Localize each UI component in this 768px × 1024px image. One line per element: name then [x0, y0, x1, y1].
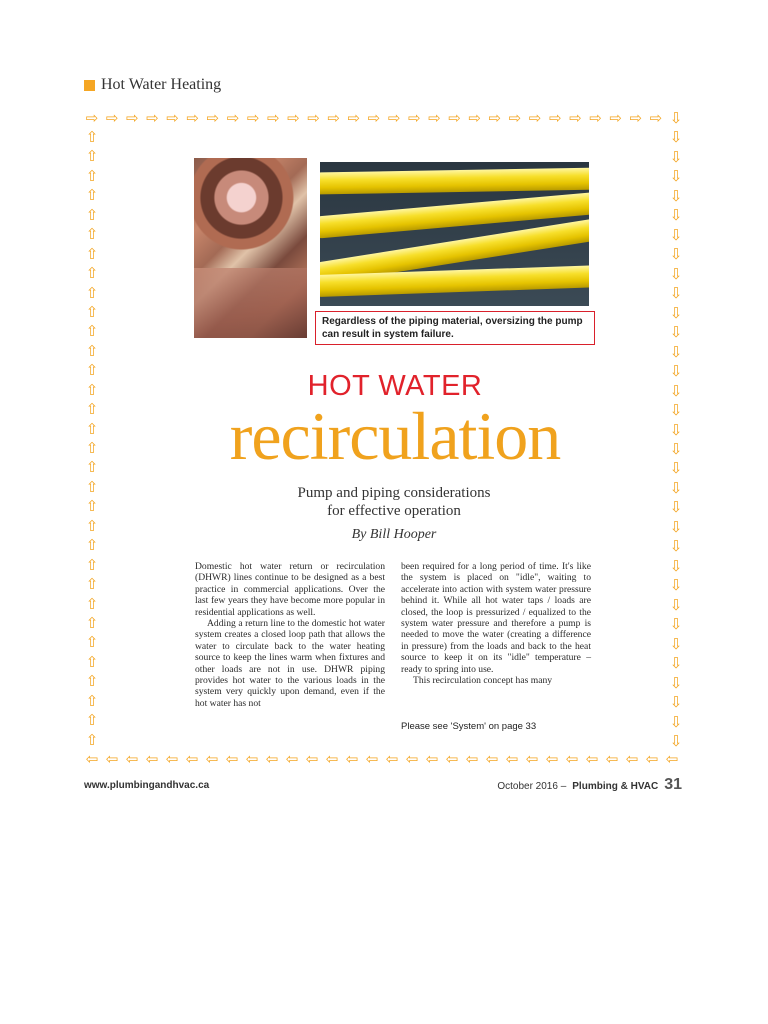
section-square-icon: [84, 80, 95, 91]
byline: By Bill Hooper: [351, 527, 437, 542]
arrow-right-icon: ⇨: [508, 109, 522, 127]
arrow-left-icon: ⇦: [125, 750, 139, 768]
arrow-right-icon: ⇨: [105, 109, 119, 127]
arrow-down-icon: ⇩: [669, 576, 683, 595]
arrow-left-icon: ⇦: [545, 750, 559, 768]
arrow-up-icon: ⇧: [85, 147, 99, 166]
copper-pipe-photo: [194, 158, 307, 338]
arrow-left-icon: ⇦: [285, 750, 299, 768]
arrow-up-icon: ⇧: [85, 186, 99, 205]
arrow-right-icon: ⇨: [589, 109, 602, 127]
arrow-right-icon: ⇨: [125, 109, 139, 127]
arrow-up-icon: ⇧: [85, 439, 99, 457]
arrow-up-icon: ⇧: [85, 322, 99, 341]
arrow-down-icon: ⇩: [669, 245, 683, 264]
arrow-left-icon: ⇦: [505, 750, 519, 768]
footer-url[interactable]: www.plumbingandhvac.ca: [84, 780, 210, 791]
footer-magazine: Plumbing & HVAC: [572, 781, 659, 792]
paragraph: been required for a long period of time. It's like the system is placed on "idle", waiting to accelerate into action with system water pressure behind it. While all hot water taps / loads are closed, the loop is pressurized / equalized to the system water pressure and therefore a pump is needed to move the water (creating a difference in pressure) from the loads and back to the heat source to keep it on its "idle" temperature – ready to spring into use.: [401, 561, 591, 675]
arrow-left-icon: ⇦: [485, 750, 499, 768]
yellow-pex-photo: [320, 162, 589, 306]
arrow-right-icon: ⇨: [347, 109, 361, 127]
arrow-down-icon: ⇩: [669, 537, 683, 556]
arrow-right-icon: ⇨: [548, 109, 562, 127]
arrow-right-icon: ⇨: [166, 109, 179, 127]
article-column-right: [401, 561, 591, 686]
arrow-up-icon: ⇧: [85, 536, 99, 555]
arrow-left-icon: ⇦: [385, 750, 399, 768]
arrow-right-icon: ⇨: [206, 109, 220, 127]
arrow-down-icon: ⇩: [669, 517, 683, 536]
arrow-down-icon: ⇩: [669, 732, 683, 750]
arrow-up-icon: ⇧: [85, 497, 99, 516]
arrow-right-icon: ⇨: [407, 109, 421, 127]
arrow-up-icon: ⇧: [85, 477, 99, 496]
arrow-down-icon: ⇩: [669, 206, 683, 225]
border-bottom: [84, 752, 680, 767]
arrow-down-icon: ⇩: [669, 381, 683, 400]
article-kicker: HOT WATER: [307, 370, 483, 402]
arrow-down-icon: ⇩: [669, 147, 683, 166]
arrow-down-icon: ⇩: [669, 615, 683, 634]
arrow-right-icon: ⇨: [287, 109, 300, 127]
arrow-left-icon: ⇦: [245, 750, 259, 768]
arrow-up-icon: ⇧: [85, 711, 99, 730]
arrow-up-icon: ⇧: [85, 264, 99, 283]
page-number: 31: [664, 776, 682, 793]
arrow-up-icon: ⇧: [85, 302, 99, 321]
article-title: recirculation: [229, 398, 561, 474]
arrow-left-icon: ⇦: [645, 750, 659, 768]
paragraph: This recirculation concept has many: [413, 675, 553, 687]
arrow-left-icon: ⇦: [265, 750, 279, 768]
paragraph: Domestic hot water return or recirculation (DHWR) lines continue to be designed as a best practice in commercial applications. Over the last few years they have become more popular in residential applications as well.: [195, 561, 385, 618]
article-column-left: [195, 561, 385, 709]
arrow-right-icon: ⇨: [186, 109, 199, 127]
arrow-left-icon: ⇦: [585, 750, 599, 768]
arrow-down-icon: ⇩: [669, 439, 683, 458]
arrow-right-icon: ⇨: [387, 109, 401, 127]
footer-date: October 2016 –: [497, 781, 567, 792]
arrow-down-icon: ⇩: [669, 186, 683, 205]
arrow-up-icon: ⇧: [85, 730, 99, 749]
arrow-up-icon: ⇧: [85, 361, 99, 380]
arrow-down-icon: ⇩: [669, 712, 683, 731]
arrow-right-icon: ⇨: [468, 109, 481, 127]
arrow-up-icon: ⇧: [85, 166, 99, 185]
arrow-right-icon: ⇨: [528, 109, 542, 127]
arrow-up-icon: ⇧: [85, 225, 99, 244]
arrow-left-icon: ⇦: [565, 750, 579, 768]
arrow-up-icon: ⇧: [85, 516, 99, 535]
arrow-down-icon: ⇩: [669, 401, 683, 420]
arrow-left-icon: ⇦: [325, 750, 339, 768]
section-header: [84, 76, 221, 94]
arrow-down-icon: ⇩: [669, 498, 683, 517]
arrow-left-icon: ⇦: [445, 750, 459, 768]
arrow-up-icon: ⇧: [85, 380, 99, 399]
hose-1: [320, 167, 589, 194]
arrow-right-icon: ⇨: [448, 109, 461, 127]
arrow-up-icon: ⇧: [85, 613, 99, 632]
arrow-right-icon: ⇨: [609, 109, 622, 127]
arrow-left-icon: ⇦: [605, 750, 619, 768]
arrow-left-icon: ⇦: [625, 750, 639, 768]
arrow-right-icon: ⇨: [246, 109, 260, 127]
paragraph: Adding a return line to the domestic hot water system creates a closed loop path that allows the water to circulate back to the water heating source to keep the lines warm when fixtures and other loads are not in use. DHWR piping provides hot water to the various loads in the system very quickly upon demand, even if the hot water has not: [195, 618, 385, 709]
arrow-left-icon: ⇦: [525, 750, 539, 768]
arrow-up-icon: ⇧: [85, 575, 99, 594]
border-top: [84, 111, 664, 126]
arrow-left-icon: ⇦: [465, 750, 479, 768]
arrow-left-icon: ⇦: [105, 750, 119, 768]
arrow-left-icon: ⇦: [425, 750, 439, 768]
arrow-right-icon: ⇨: [327, 109, 340, 127]
arrow-down-icon: ⇩: [669, 595, 683, 614]
arrow-right-icon: ⇨: [569, 109, 582, 127]
arrow-up-icon: ⇧: [85, 128, 99, 146]
arrow-up-icon: ⇧: [85, 244, 99, 263]
arrow-left-icon: ⇦: [365, 750, 379, 768]
arrow-down-icon: ⇩: [669, 128, 683, 147]
arrow-right-icon: ⇨: [629, 109, 643, 127]
arrow-left-icon: ⇦: [345, 750, 359, 768]
arrow-down-icon: ⇩: [669, 420, 683, 439]
arrow-down-icon: ⇩: [669, 342, 683, 361]
hand-shape: [194, 268, 307, 338]
arrow-left-icon: ⇦: [205, 750, 219, 768]
arrow-down-icon: ⇩: [669, 634, 683, 653]
arrow-right-icon: ⇨: [85, 109, 99, 127]
arrow-up-icon: ⇧: [85, 419, 99, 438]
arrow-down-icon: ⇩: [669, 109, 683, 127]
arrow-down-icon: ⇩: [669, 478, 683, 497]
arrow-down-icon: ⇩: [669, 303, 683, 322]
arrow-left-icon: ⇦: [405, 750, 419, 768]
arrow-down-icon: ⇩: [669, 459, 683, 478]
arrow-up-icon: ⇧: [85, 283, 99, 302]
arrow-down-icon: ⇩: [669, 673, 683, 692]
arrow-up-icon: ⇧: [85, 672, 99, 691]
arrow-up-icon: ⇧: [85, 555, 99, 574]
arrow-left-icon: ⇦: [85, 750, 99, 768]
arrow-down-icon: ⇩: [669, 284, 683, 303]
arrow-right-icon: ⇨: [367, 109, 381, 127]
arrow-up-icon: ⇧: [85, 652, 99, 671]
arrow-right-icon: ⇨: [226, 109, 240, 127]
subtitle-line-1: Pump and piping considerations: [297, 485, 491, 501]
arrow-up-icon: ⇧: [85, 633, 99, 652]
article-subtitle: [0, 484, 768, 520]
arrow-right-icon: ⇨: [488, 109, 502, 127]
arrow-left-icon: ⇦: [665, 750, 679, 768]
arrow-down-icon: ⇩: [669, 693, 683, 712]
subtitle-line-2: for effective operation: [327, 503, 461, 519]
arrow-up-icon: ⇧: [85, 205, 99, 224]
arrow-left-icon: ⇦: [165, 750, 179, 768]
arrow-down-icon: ⇩: [669, 556, 683, 575]
arrow-up-icon: ⇧: [85, 400, 99, 419]
arrow-down-icon: ⇩: [669, 362, 683, 381]
arrow-right-icon: ⇨: [266, 109, 280, 127]
arrow-up-icon: ⇧: [85, 458, 99, 477]
arrow-down-icon: ⇩: [669, 654, 683, 673]
arrow-up-icon: ⇧: [85, 691, 99, 710]
arrow-down-icon: ⇩: [669, 167, 683, 186]
arrow-right-icon: ⇨: [428, 109, 441, 127]
arrow-down-icon: ⇩: [669, 264, 683, 283]
section-title: Hot Water Heating: [101, 76, 222, 93]
arrow-down-icon: ⇩: [669, 323, 683, 342]
arrow-up-icon: ⇧: [85, 341, 99, 360]
footer-info: [497, 776, 682, 794]
arrow-left-icon: ⇦: [145, 750, 159, 768]
arrow-right-icon: ⇨: [307, 109, 320, 127]
arrow-up-icon: ⇧: [85, 594, 99, 613]
photo-caption: Regardless of the piping material, oversizing the pump can result in system failure.: [315, 311, 595, 345]
arrow-left-icon: ⇦: [225, 750, 239, 768]
continued-reference: Please see 'System' on page 33: [401, 721, 537, 732]
arrow-down-icon: ⇩: [669, 225, 683, 244]
arrow-left-icon: ⇦: [305, 750, 319, 768]
arrow-right-icon: ⇨: [649, 109, 663, 127]
arrow-right-icon: ⇨: [146, 109, 159, 127]
arrow-left-icon: ⇦: [185, 750, 199, 768]
